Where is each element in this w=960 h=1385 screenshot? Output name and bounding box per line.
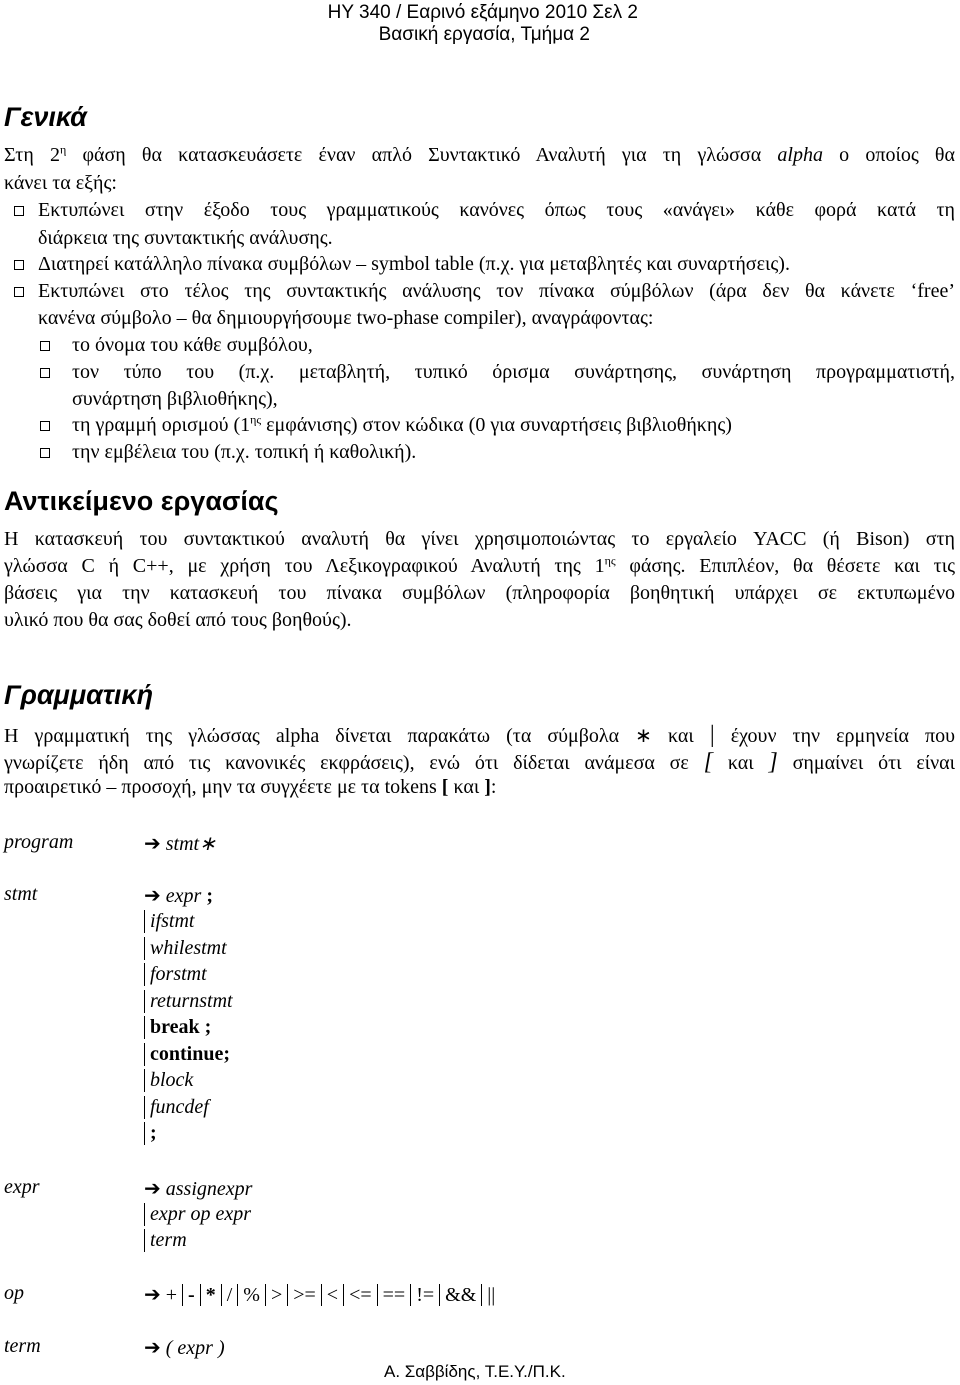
bullet-1-line-1: Εκτυπώνει στην έξοδο τους γραμματικούς κανόνες όπως τους «ανάγει» κάθε φορά κατά τη bbox=[38, 199, 955, 221]
rule-rhs-program: ➔ stmt∗ bbox=[144, 831, 216, 855]
sub-bullet-1: το όνομα του κάθε συμβόλου, bbox=[72, 334, 313, 356]
sub-bullet-4: την εμβέλεια του (π.χ. τοπική ή καθολική). bbox=[72, 441, 417, 463]
arrow-icon: ➔ bbox=[144, 831, 161, 855]
rule-rhs-stmt-first: ➔ expr ; bbox=[144, 883, 213, 907]
bullet-square-icon bbox=[40, 448, 50, 458]
bullet-square-icon bbox=[14, 206, 24, 216]
rule-alt-continue: continue; bbox=[144, 1043, 230, 1066]
rule-alt-ifstmt: ifstmt bbox=[144, 910, 194, 933]
grammar-intro-line-1: Η γραμματική της γλώσσας alpha δίνεται παρακάτω (τα σύμβολα ∗ και | έχουν την ερμηνεία που bbox=[4, 722, 956, 748]
rule-alt-expr-op-expr: expr op expr bbox=[144, 1203, 251, 1226]
section-title-general: Γενικά bbox=[4, 102, 87, 132]
bullet-square-icon bbox=[40, 368, 50, 378]
rule-alt-whilestmt: whilestmt bbox=[144, 937, 227, 960]
rule-rhs-expr-first: ➔ assignexpr bbox=[144, 1176, 253, 1200]
op-eq: == bbox=[377, 1284, 406, 1306]
op-ne: != bbox=[410, 1284, 434, 1306]
rule-alt-semicolon: ; bbox=[144, 1122, 157, 1145]
bullet-square-icon bbox=[40, 341, 50, 351]
bullet-square-icon bbox=[14, 287, 24, 297]
arrow-icon: ➔ bbox=[144, 1176, 161, 1200]
page-header-line2: Βασική εργασία, Τμήμα 2 bbox=[378, 24, 590, 45]
rule-lhs-op: op bbox=[4, 1282, 24, 1304]
rule-rhs-term: ➔ ( expr ) bbox=[144, 1335, 225, 1359]
rule-lhs-stmt: stmt bbox=[4, 883, 38, 905]
page-header-line1: ΗΥ 340 / Εαρινό εξάμηνο 2010 Σελ 2 bbox=[327, 2, 638, 23]
object-line-2: γλώσσα C ή C++, με χρήση του Λεξικογραφικού Αναλυτή της $1^{\eta\varsigma}$ φάσης. Επιπλέον, θα θέσετε και τις bbox=[4, 553, 955, 577]
intro-line-2: κάνει τα εξής: bbox=[4, 172, 117, 194]
rule-rhs-op bbox=[144, 1282, 495, 1307]
grammar-intro-line-2: γνωρίζετε ήδη από τις κανονικές εκφράσεις), ενώ ότι δίδεται ανάμεσα σε [ και ] σημαίνει ότι είναι bbox=[4, 749, 956, 775]
op-lt: < bbox=[321, 1284, 338, 1306]
sub-bullet-2-line-1: τον τύπο του (π.χ. μεταβλητή, τυπικό όρισμα συνάρτησης, συνάρτηση προγραμματιστή, bbox=[72, 361, 955, 383]
op-and: && bbox=[439, 1284, 476, 1306]
sub-bullet-2-line-2: συνάρτηση βιβλιοθήκης), bbox=[72, 388, 278, 410]
op-plus: + bbox=[165, 1284, 178, 1306]
op-mul: * bbox=[200, 1284, 216, 1306]
bullet-3-line-2: κανένα σύμβολο – θα δημιουργήσουμε two-phase compiler), αναγράφοντας: bbox=[38, 307, 654, 329]
rule-lhs-term: term bbox=[4, 1335, 41, 1357]
arrow-icon: ➔ bbox=[144, 1282, 161, 1306]
op-or: || bbox=[481, 1284, 495, 1306]
object-line-4: υλικό που θα σας δοθεί από τους βοηθούς). bbox=[4, 609, 352, 631]
rule-alt-term: term bbox=[144, 1229, 187, 1252]
bullet-3-line-1: Εκτυπώνει στο τέλος της συντακτικής ανάλυσης τον πίνακα σύμβόλων (άρα δεν θα κάνετε ‘free’ bbox=[38, 280, 955, 302]
op-minus: - bbox=[182, 1284, 195, 1306]
object-line-3: βάσεις για την κατασκευή του πίνακα συμβόλων (πληροφορία βοηθητική υπάρχει σε εκτυπωμένο bbox=[4, 582, 955, 604]
section-title-grammar: Γραμματική bbox=[4, 680, 154, 710]
page-footer: Α. Σαββίδης, Τ.Ε.Υ./Π.Κ. bbox=[384, 1362, 566, 1381]
bullet-1-line-2: διάρκεια της συντακτικής ανάλυσης. bbox=[38, 227, 333, 249]
bullet-2: Διατηρεί κατάλληλο πίνακα συμβόλων – symbol table (π.χ. για μεταβλητές και συναρτήσεις). bbox=[38, 253, 790, 275]
sub-bullet-3: τη γραμμή ορισμού ($1^{\eta\varsigma}$ εμφάνισης) στον κώδικα (0 για συναρτήσεις βιβλιοθήκης) bbox=[72, 412, 732, 436]
op-div: / bbox=[221, 1284, 233, 1306]
op-le: <= bbox=[343, 1284, 372, 1306]
rule-alt-break: break ; bbox=[144, 1016, 211, 1039]
rule-lhs-program: program bbox=[4, 831, 74, 853]
rule-alt-block: block bbox=[144, 1069, 193, 1092]
arrow-icon: ➔ bbox=[144, 883, 161, 907]
rule-alt-forstmt: forstmt bbox=[144, 963, 207, 986]
rule-alt-returnstmt: returnstmt bbox=[144, 990, 233, 1013]
rule-lhs-expr: expr bbox=[4, 1176, 40, 1198]
object-line-1: Η κατασκευή του συντακτικού αναλυτή θα γίνει χρησιμοποιώντας το εργαλείο YACC (ή Bison) στη bbox=[4, 528, 955, 550]
arrow-icon: ➔ bbox=[144, 1335, 161, 1359]
section-title-object: Αντικείμενο εργασίας bbox=[4, 486, 279, 516]
op-ge: >= bbox=[287, 1284, 316, 1306]
intro-line-1: Στη $2^\eta$ φάση θα κατασκευάσετε έναν απλό Συντακτικό Αναλυτή για τη γλώσσα alpha ο οποίος θα bbox=[4, 142, 955, 166]
op-gt: > bbox=[265, 1284, 282, 1306]
grammar-intro-line-3: προαιρετικό – προσοχή, μην τα συγχέετε με τα tokens [ και ]: bbox=[4, 776, 497, 798]
bullet-square-icon bbox=[40, 421, 50, 431]
op-mod: % bbox=[237, 1284, 260, 1306]
rule-alt-funcdef: funcdef bbox=[144, 1096, 209, 1119]
bullet-square-icon bbox=[14, 260, 24, 270]
